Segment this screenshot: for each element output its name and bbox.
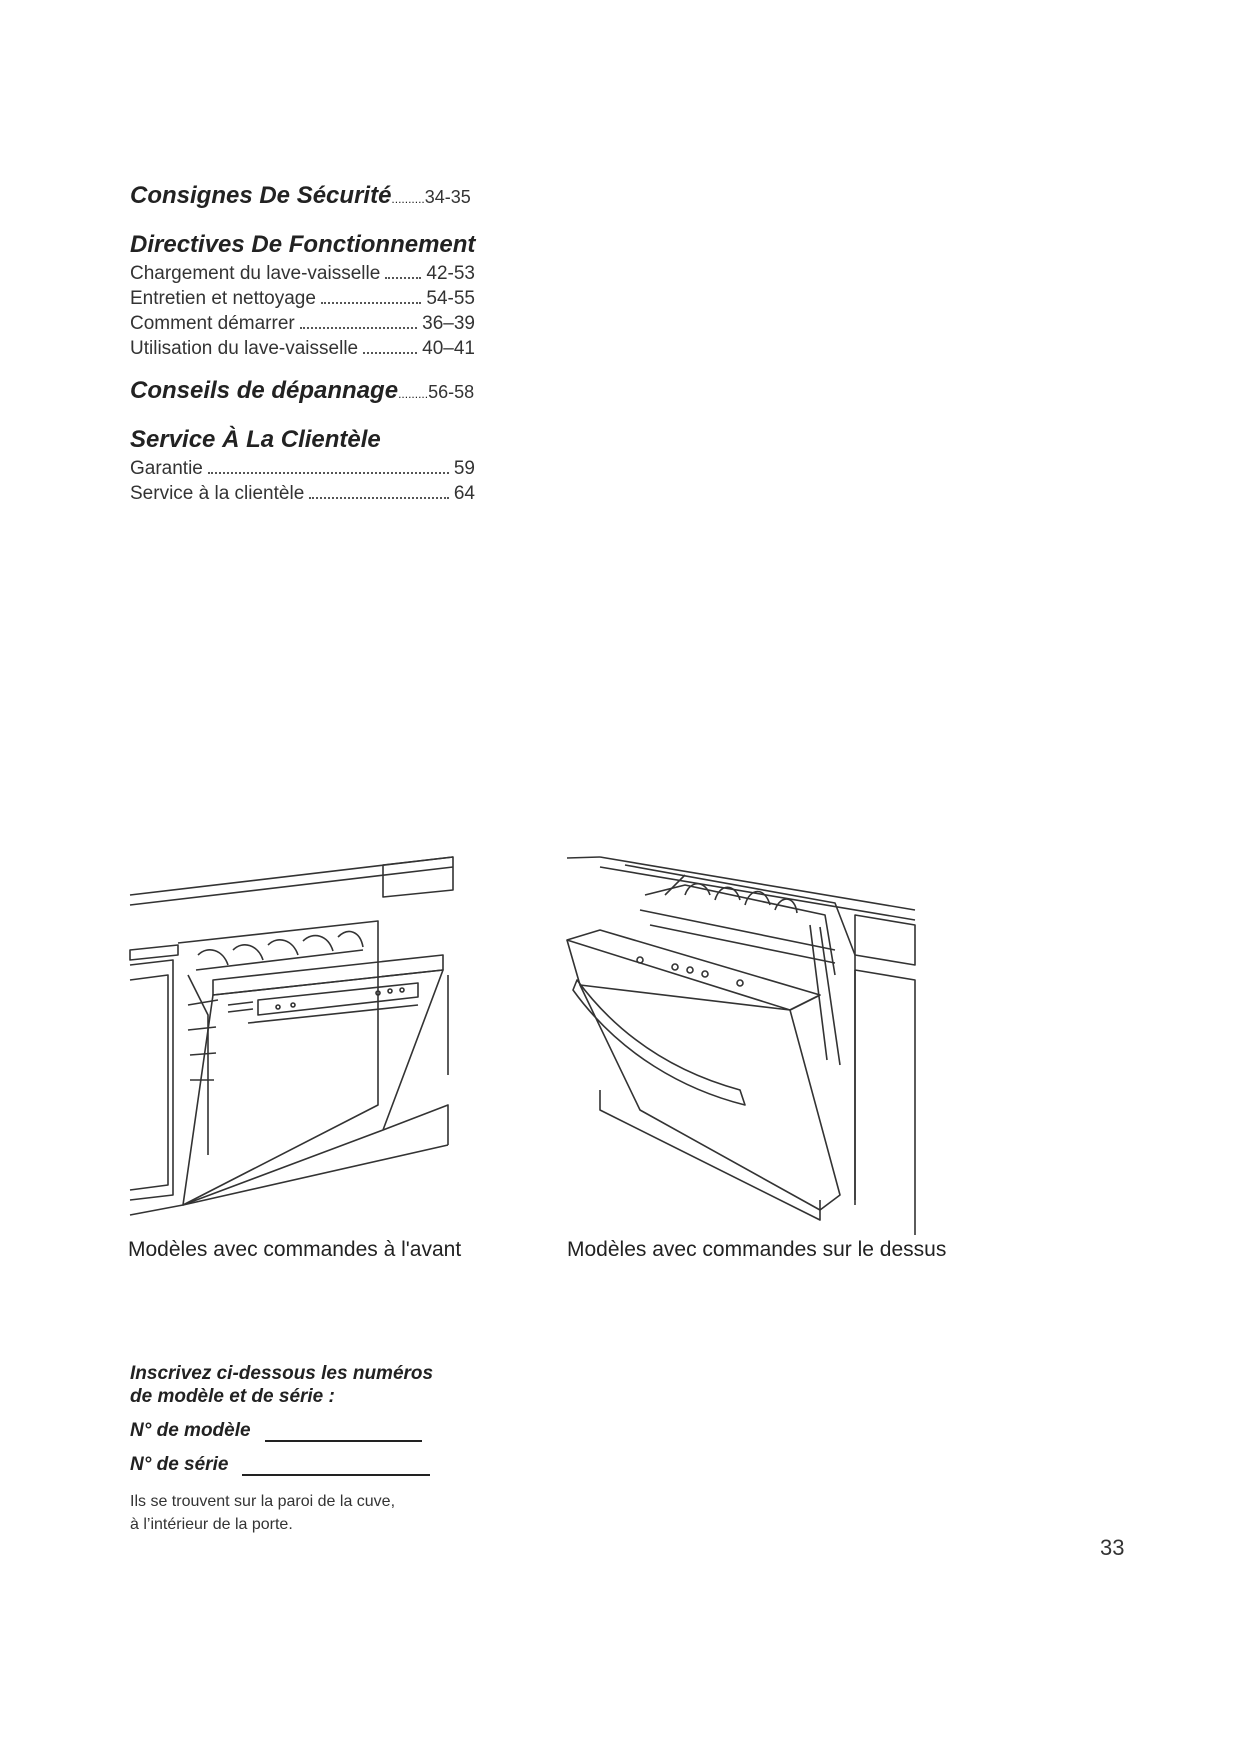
toc-leader [309, 497, 449, 499]
dishwasher-top-controls-drawing [565, 855, 925, 1240]
record-intro-line-1: Inscrivez ci-dessous les numéros [130, 1363, 434, 1384]
toc-item-label: Service à la clientèle [130, 483, 305, 504]
toc-item-page: 42-53 [426, 263, 475, 284]
toc-troubleshooting-page: 56-58 [428, 382, 475, 402]
toc-leader [321, 302, 421, 304]
model-serial-record [130, 1362, 530, 1536]
toc-item [130, 481, 475, 506]
dishwasher-top-controls-icon [565, 855, 925, 1240]
toc-service-title: Service À La Clientèle [130, 426, 381, 453]
toc-section-troubleshooting [130, 375, 550, 410]
model-number-blank [265, 1418, 422, 1442]
table-of-contents [130, 180, 550, 520]
toc-troubleshooting-title [130, 375, 550, 410]
toc-safety-title [130, 180, 550, 215]
toc-item [130, 456, 475, 481]
toc-leader [385, 277, 421, 279]
dishwasher-front-controls-drawing [128, 855, 468, 1230]
location-note-line-2: à l’intérieur de la porte. [130, 1516, 293, 1533]
caption-front-controls: Modèles avec commandes à l'avant [128, 1238, 462, 1261]
model-number-label: N° de modèle [130, 1420, 251, 1441]
toc-item-label: Utilisation du lave-vaisselle [130, 338, 359, 359]
toc-item-label: Entretien et nettoyage [130, 288, 316, 309]
toc-item-page: 36–39 [422, 313, 475, 334]
toc-item-page: 40–41 [422, 338, 475, 359]
toc-section-service [130, 424, 550, 506]
toc-safety-page: 34-35 [424, 187, 471, 207]
serial-number-blank [242, 1452, 430, 1476]
toc-item-label: Comment démarrer [130, 313, 295, 334]
toc-troubleshooting-title-text: Conseils de dépannage [130, 377, 399, 404]
dishwasher-front-controls-icon [128, 855, 468, 1230]
record-intro-line-2: de modèle et de série : [130, 1386, 335, 1407]
toc-item-page: 59 [453, 458, 475, 479]
toc-item [130, 311, 475, 336]
toc-leader [208, 472, 449, 474]
model-number-field [130, 1418, 530, 1442]
toc-operating-title: Directives De Fonctionnement [130, 231, 476, 258]
toc-item-label: Chargement du lave-vaisselle [130, 263, 381, 284]
toc-item-page: 64 [453, 483, 475, 504]
toc-safety-title-text: Consignes De Sécurité [130, 182, 392, 209]
toc-item [130, 261, 475, 286]
toc-troubleshooting-leader: ......... [398, 387, 429, 401]
page-number: 33 [1100, 1535, 1125, 1560]
caption-top-controls: Modèles avec commandes sur le dessus [567, 1238, 947, 1261]
serial-number-field [130, 1452, 530, 1476]
toc-leader [363, 352, 417, 354]
toc-section-safety [130, 180, 550, 215]
toc-item-page: 54-55 [426, 288, 475, 309]
toc-item-label: Garantie [130, 458, 203, 479]
toc-item [130, 336, 475, 361]
toc-item [130, 286, 475, 311]
toc-safety-leader: .......... [391, 192, 425, 206]
serial-number-label: N° de série [130, 1454, 229, 1475]
toc-section-operating [130, 229, 550, 361]
toc-leader [300, 327, 417, 329]
location-note-line-1: Ils se trouvent sur la paroi de la cuve, [130, 1493, 396, 1510]
location-note [130, 1490, 530, 1536]
